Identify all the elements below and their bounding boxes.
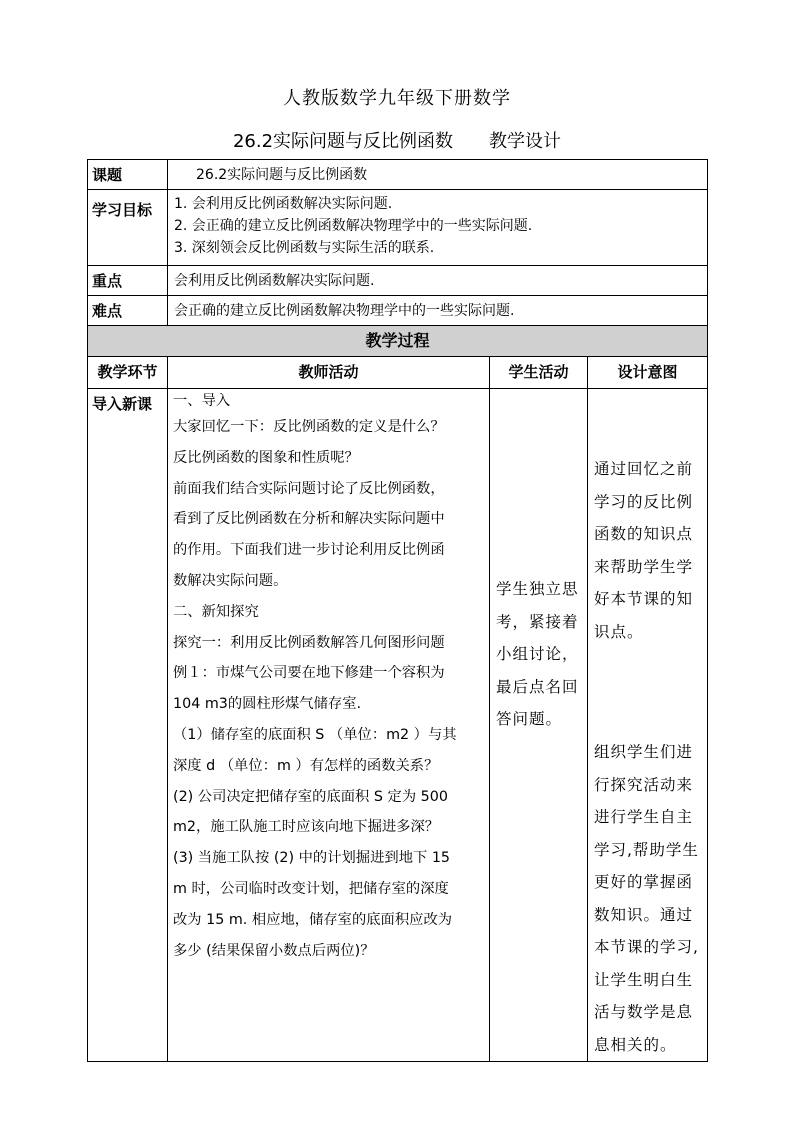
goals-list (168, 190, 708, 266)
teacher-line: 反比例函数的图象和性质呢？ (173, 449, 359, 466)
teacher-line: 104 m3的圆柱形煤气储存室. (173, 696, 362, 713)
teacher-line: （1）储存室的底面积 S （单位：m2 ）与其 (173, 726, 457, 743)
teacher-line: 例１：市煤气公司要在地下修建一个容积为 (173, 665, 445, 682)
goal-item: 3. 深刻领会反比例函数与实际生活的联系. (174, 240, 435, 256)
lesson-topic: 26.2实际问题与反比例函数 (232, 131, 454, 152)
teacher-line: 大家回忆一下：反比例函数的定义是什么？ (173, 419, 445, 435)
column-header-teacher: 教师活动 (168, 357, 490, 389)
lesson-title (0, 127, 794, 153)
teacher-line: m 时，公司临时改变计划，把储存室的深度 (173, 880, 449, 897)
teacher-line: (3) 当施工队按 (2) 中的计划掘进到地下 15 (173, 850, 451, 867)
document-title: 人教版数学九年级下册数学 (283, 88, 511, 109)
column-header-student: 学生活动 (490, 357, 588, 389)
teacher-line: 探究一：利用反比例函数解答几何图形问题 (173, 634, 445, 651)
teacher-line: 改为 15 m. 相应地，储存室的底面积应改为 (173, 911, 453, 928)
teacher-line: m2，施工队施工时应该向地下掘进多深？ (173, 819, 440, 836)
lesson-plan-table (87, 159, 708, 1062)
topic-value: 26.2实际问题与反比例函数 (168, 160, 708, 190)
design-intent (588, 389, 708, 1062)
stage-label: 导入新课 (88, 389, 168, 1062)
key-point-label: 重点 (88, 266, 168, 296)
column-header-design: 设计意图 (588, 357, 708, 389)
teacher-line: 前面我们结合实际问题讨论了反比例函数， (173, 480, 445, 497)
teacher-line: 多少 (结果保留小数点后两位)？ (173, 942, 375, 959)
design-intent-1: 通过回忆之前学习的反比例函数的知识点来帮助学生学好本节课的知识点。 (594, 460, 694, 641)
teacher-line: (2) 公司决定把储存室的底面积 S 定为 500 (173, 788, 448, 805)
design-intent-2: 组织学生们进行探究活动来进行学生自主学习,帮助学生更好的掌握函数知识。通过本节课的学习,让学生明白生活与数学是息息相关的。 (594, 743, 699, 1054)
teacher-line: 二、新知探究 (173, 603, 259, 620)
goals-label: 学习目标 (88, 190, 168, 266)
topic-label: 课题 (88, 160, 168, 190)
difficulty-label: 难点 (88, 296, 168, 326)
teacher-activity (168, 389, 490, 1062)
lesson-suffix: 教学设计 (489, 131, 562, 152)
key-point-value: 会利用反比例函数解决实际问题. (168, 266, 708, 296)
process-banner: 教学过程 (88, 326, 708, 357)
column-header-stage: 教学环节 (88, 357, 168, 389)
teacher-line: 一、导入 (173, 393, 231, 409)
student-activity: 学生独立思考，紧接着小组讨论，最后点名回答问题。 (490, 389, 588, 1062)
teacher-line: 数解决实际问题。 (173, 572, 288, 589)
teacher-line: 看到了反比例函数在分析和解决实际问题中 (173, 511, 445, 528)
goal-item: 2. 会正确的建立反比例函数解决物理学中的一些实际问题. (174, 218, 533, 234)
goal-item: 1. 会利用反比例函数解决实际问题. (174, 196, 393, 212)
difficulty-value: 会正确的建立反比例函数解决物理学中的一些实际问题. (168, 296, 708, 326)
teacher-line: 的作用。下面我们进一步讨论利用反比例函 (173, 542, 445, 559)
teacher-line: 深度 d （单位：m ）有怎样的函数关系？ (173, 757, 439, 774)
